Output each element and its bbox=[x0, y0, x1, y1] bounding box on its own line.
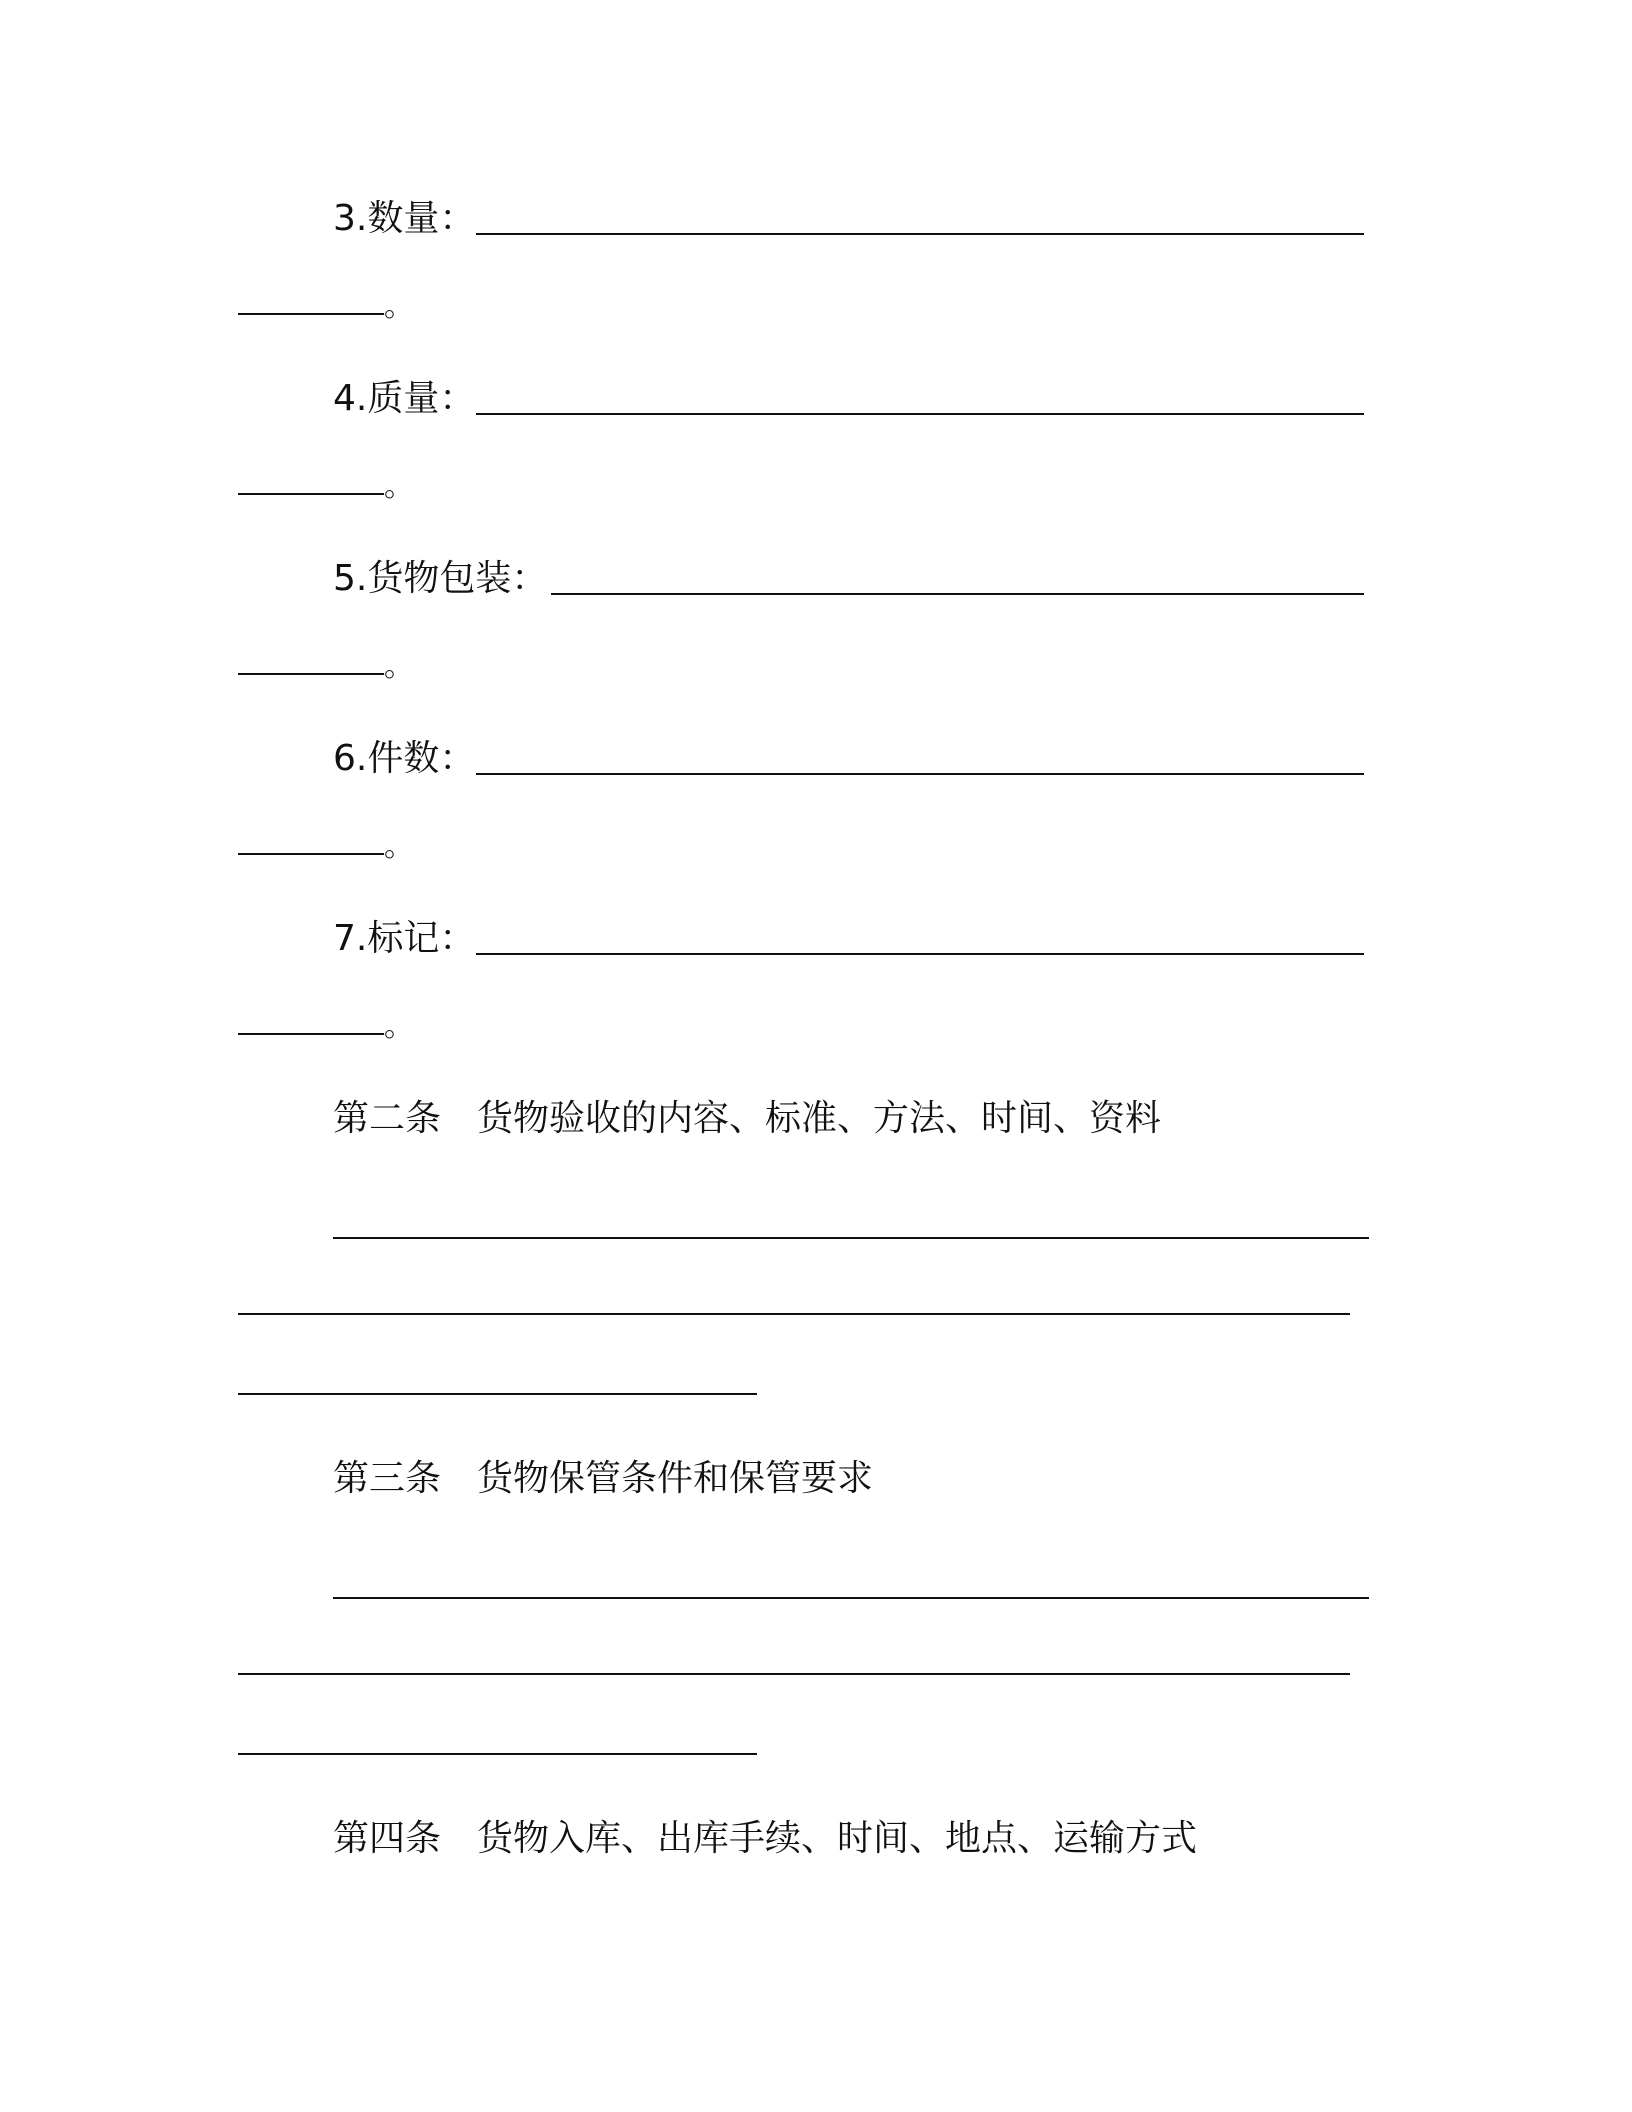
field-quantity-period: 。 bbox=[384, 289, 414, 324]
field-pieces-period: 。 bbox=[384, 829, 414, 864]
field-pieces-blank-continuation[interactable] bbox=[238, 853, 384, 855]
article-4-heading: 第四条 货物入库、出库手续、时间、地点、运输方式 bbox=[333, 1818, 1198, 1859]
field-pieces-label: 6.件数： bbox=[333, 738, 476, 779]
article-3-heading: 第三条 货物保管条件和保管要求 bbox=[333, 1458, 874, 1499]
field-pieces-blank-line[interactable] bbox=[476, 773, 1364, 775]
field-marks-label: 7.标记： bbox=[333, 918, 476, 959]
field-packaging-period: 。 bbox=[384, 649, 414, 684]
field-quality-blank-line[interactable] bbox=[476, 413, 1364, 415]
field-marks-period: 。 bbox=[384, 1009, 414, 1044]
article-3-blank-line-2[interactable] bbox=[238, 1673, 1350, 1675]
field-quantity-label: 3.数量： bbox=[333, 198, 476, 239]
article-2-blank-line-2[interactable] bbox=[238, 1313, 1350, 1315]
field-quality-label: 4.质量： bbox=[333, 378, 476, 419]
field-marks-blank-continuation[interactable] bbox=[238, 1033, 384, 1035]
article-2-blank-line-1[interactable] bbox=[333, 1237, 1369, 1239]
article-2-blank-line-3[interactable] bbox=[238, 1393, 757, 1395]
article-3-blank-line-1[interactable] bbox=[333, 1597, 1369, 1599]
article-2-heading: 第二条 货物验收的内容、标准、方法、时间、资料 bbox=[333, 1098, 1162, 1139]
article-3-blank-line-3[interactable] bbox=[238, 1753, 757, 1755]
field-quality-blank-continuation[interactable] bbox=[238, 493, 384, 495]
field-packaging-label: 5.货物包装： bbox=[333, 558, 548, 599]
field-marks-blank-line[interactable] bbox=[476, 953, 1364, 955]
field-quantity-blank-line[interactable] bbox=[476, 233, 1364, 235]
field-quality-period: 。 bbox=[384, 469, 414, 504]
field-quantity-blank-continuation[interactable] bbox=[238, 313, 384, 315]
field-packaging-blank-line[interactable] bbox=[551, 593, 1364, 595]
field-packaging-blank-continuation[interactable] bbox=[238, 673, 384, 675]
